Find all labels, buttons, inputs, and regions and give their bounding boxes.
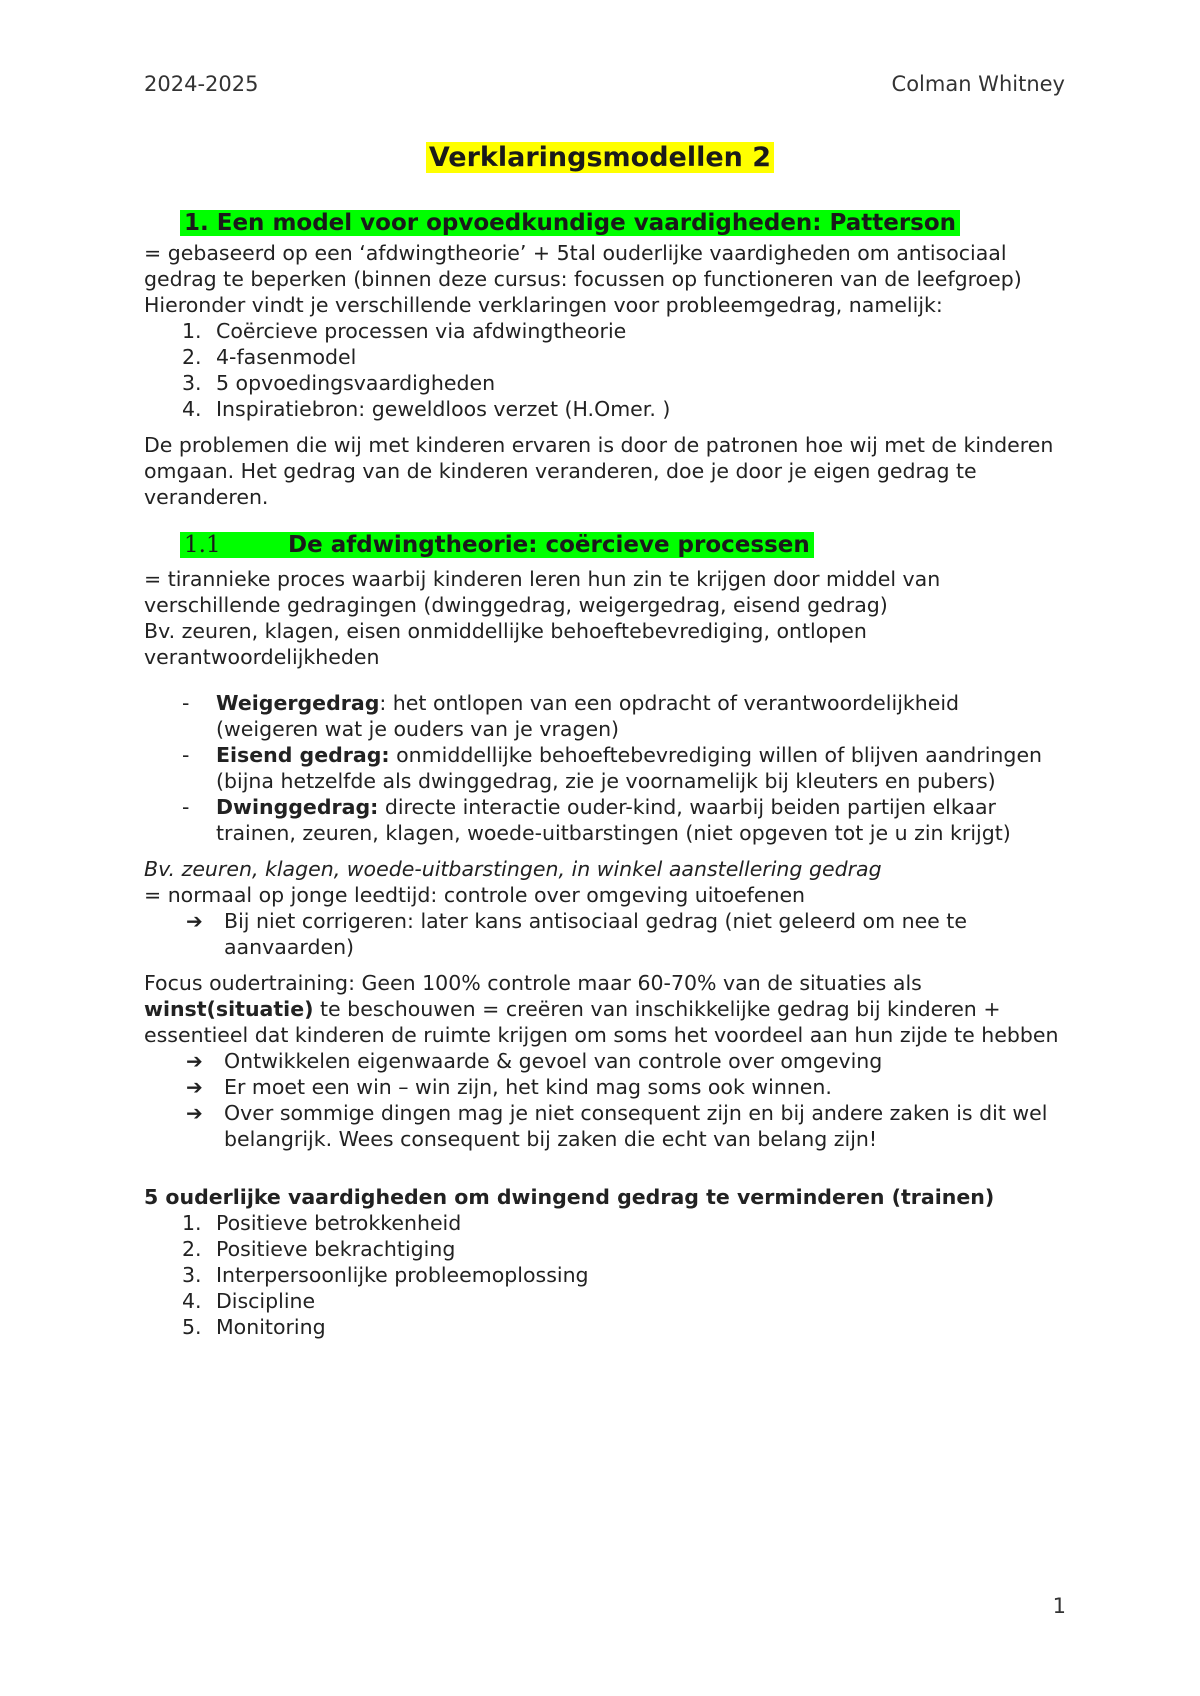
list-item: ➔ Bij niet corrigeren: later kans antisociaal gedrag (niet geleerd om nee te aanvaarden) [186,909,967,959]
normal-age-line: = normaal op jonge leedtijd: controle over omgeving uitoefenen [144,883,806,907]
section-1-list [144,318,1064,422]
section-1-1-intro: = tirannieke proces waarbij kinderen leren hun zin te krijgen door middel van verschillende gedragingen (dwinggedrag, weigergedrag, eisend gedrag) [144,567,941,617]
document-title [0,142,1200,173]
list-item: ➔ Over sommige dingen mag je niet consequent zijn en bij andere zaken is dit wel belangrijk. Wees consequent bij zaken die echt van belang zijn! [186,1101,1048,1151]
list-item: 2. 4-fasenmodel [182,345,357,369]
list-item: - Eisend gedrag: onmiddellijke behoeftebevrediging willen of blijven aandringen (bijna hetzelfde als dwinggedrag, zie je voornamelijk bij kleuters en pubers) [182,743,1043,793]
section-1-1-number: 1.1 [180,532,288,558]
list-item: - Dwinggedrag: directe interactie ouder-kind, waarbij beiden partijen elkaar trainen, zeuren, klagen, woede-uitbarstingen (niet opgeven tot je u zin krijgt) [182,795,1011,845]
behavior-types-list [144,690,1064,846]
list-item: 4. Discipline [182,1289,316,1313]
section-1-intro: = gebaseerd op een ‘afdwingtheorie’ + 5tal ouderlijke vaardigheden om antisociaal gedrag te beperken (binnen deze cursus: focussen op functioneren van de leefgroep) Hieronder vindt je verschillende verklaringen voor probleemgedrag, namelijk: [144,241,1022,317]
list-item: ➔ Er moet een win – win zijn, het kind mag soms ook winnen. [186,1075,832,1099]
list-item: 3. Interpersoonlijke probleemoplossing [182,1263,589,1287]
arrow-icon: ➔ [186,1101,203,1125]
arrow-icon: ➔ [186,909,203,933]
list-item: 4. Inspiratiebron: geweldloos verzet (H.Omer. ) [182,397,671,421]
document-title-text: Verklaringsmodellen 2 [426,142,774,173]
list-item: 3. 5 opvoedingsvaardigheden [182,371,496,395]
arrow-list-2 [144,1048,1064,1152]
page-number: 1 [1052,1594,1066,1618]
list-item: 1. Positieve betrokkenheid [182,1211,462,1235]
document-body [144,210,1064,1340]
skills-heading: 5 ouderlijke vaardigheden om dwingend gedrag te verminderen (trainen) [144,1185,995,1209]
list-item: 2. Positieve bekrachtiging [182,1237,456,1261]
header-author: Colman Whitney [891,72,1065,96]
header-year: 2024-2025 [144,72,259,96]
italic-example: Bv. zeuren, klagen, woede-uitbarstingen, in winkel aanstellering gedrag [144,857,882,881]
section-1-closing: De problemen die wij met kinderen ervaren is door de patronen hoe wij met de kinderen omgaan. Het gedrag van de kinderen veranderen, doe je door je eigen gedrag te veranderen. [144,433,1054,509]
list-item: ➔ Ontwikkelen eigenwaarde & gevoel van controle over omgeving [186,1049,883,1073]
section-1-1-heading [180,532,1064,558]
section-1-1-example: Bv. zeuren, klagen, eisen onmiddellijke behoeftebevrediging, ontlopen verantwoordelijkheden [144,619,867,669]
focus-paragraph: Focus oudertraining: Geen 100% controle maar 60-70% van de situaties als winst(situatie) te beschouwen = creëren van inschikkelijke gedrag bij kinderen + essentieel dat kinderen de ruimte krijgen om soms het voordeel aan hun zijde te hebben [144,971,1059,1047]
section-1-1-title: De afdwingtheorie: coërcieve processen [288,532,814,558]
skills-list [144,1210,1064,1340]
list-item: - Weigergedrag: het ontlopen van een opdracht of verantwoordelijkheid (weigeren wat je ouders van je vragen) [182,691,960,741]
arrow-icon: ➔ [186,1049,203,1073]
arrow-list-1 [144,908,1064,960]
list-item: 5. Monitoring [182,1315,326,1339]
section-1-heading: 1. Een model voor opvoedkundige vaardigheden: Patterson [180,210,1064,236]
arrow-icon: ➔ [186,1075,203,1099]
list-item: 1. Coërcieve processen via afdwingtheorie [182,319,627,343]
